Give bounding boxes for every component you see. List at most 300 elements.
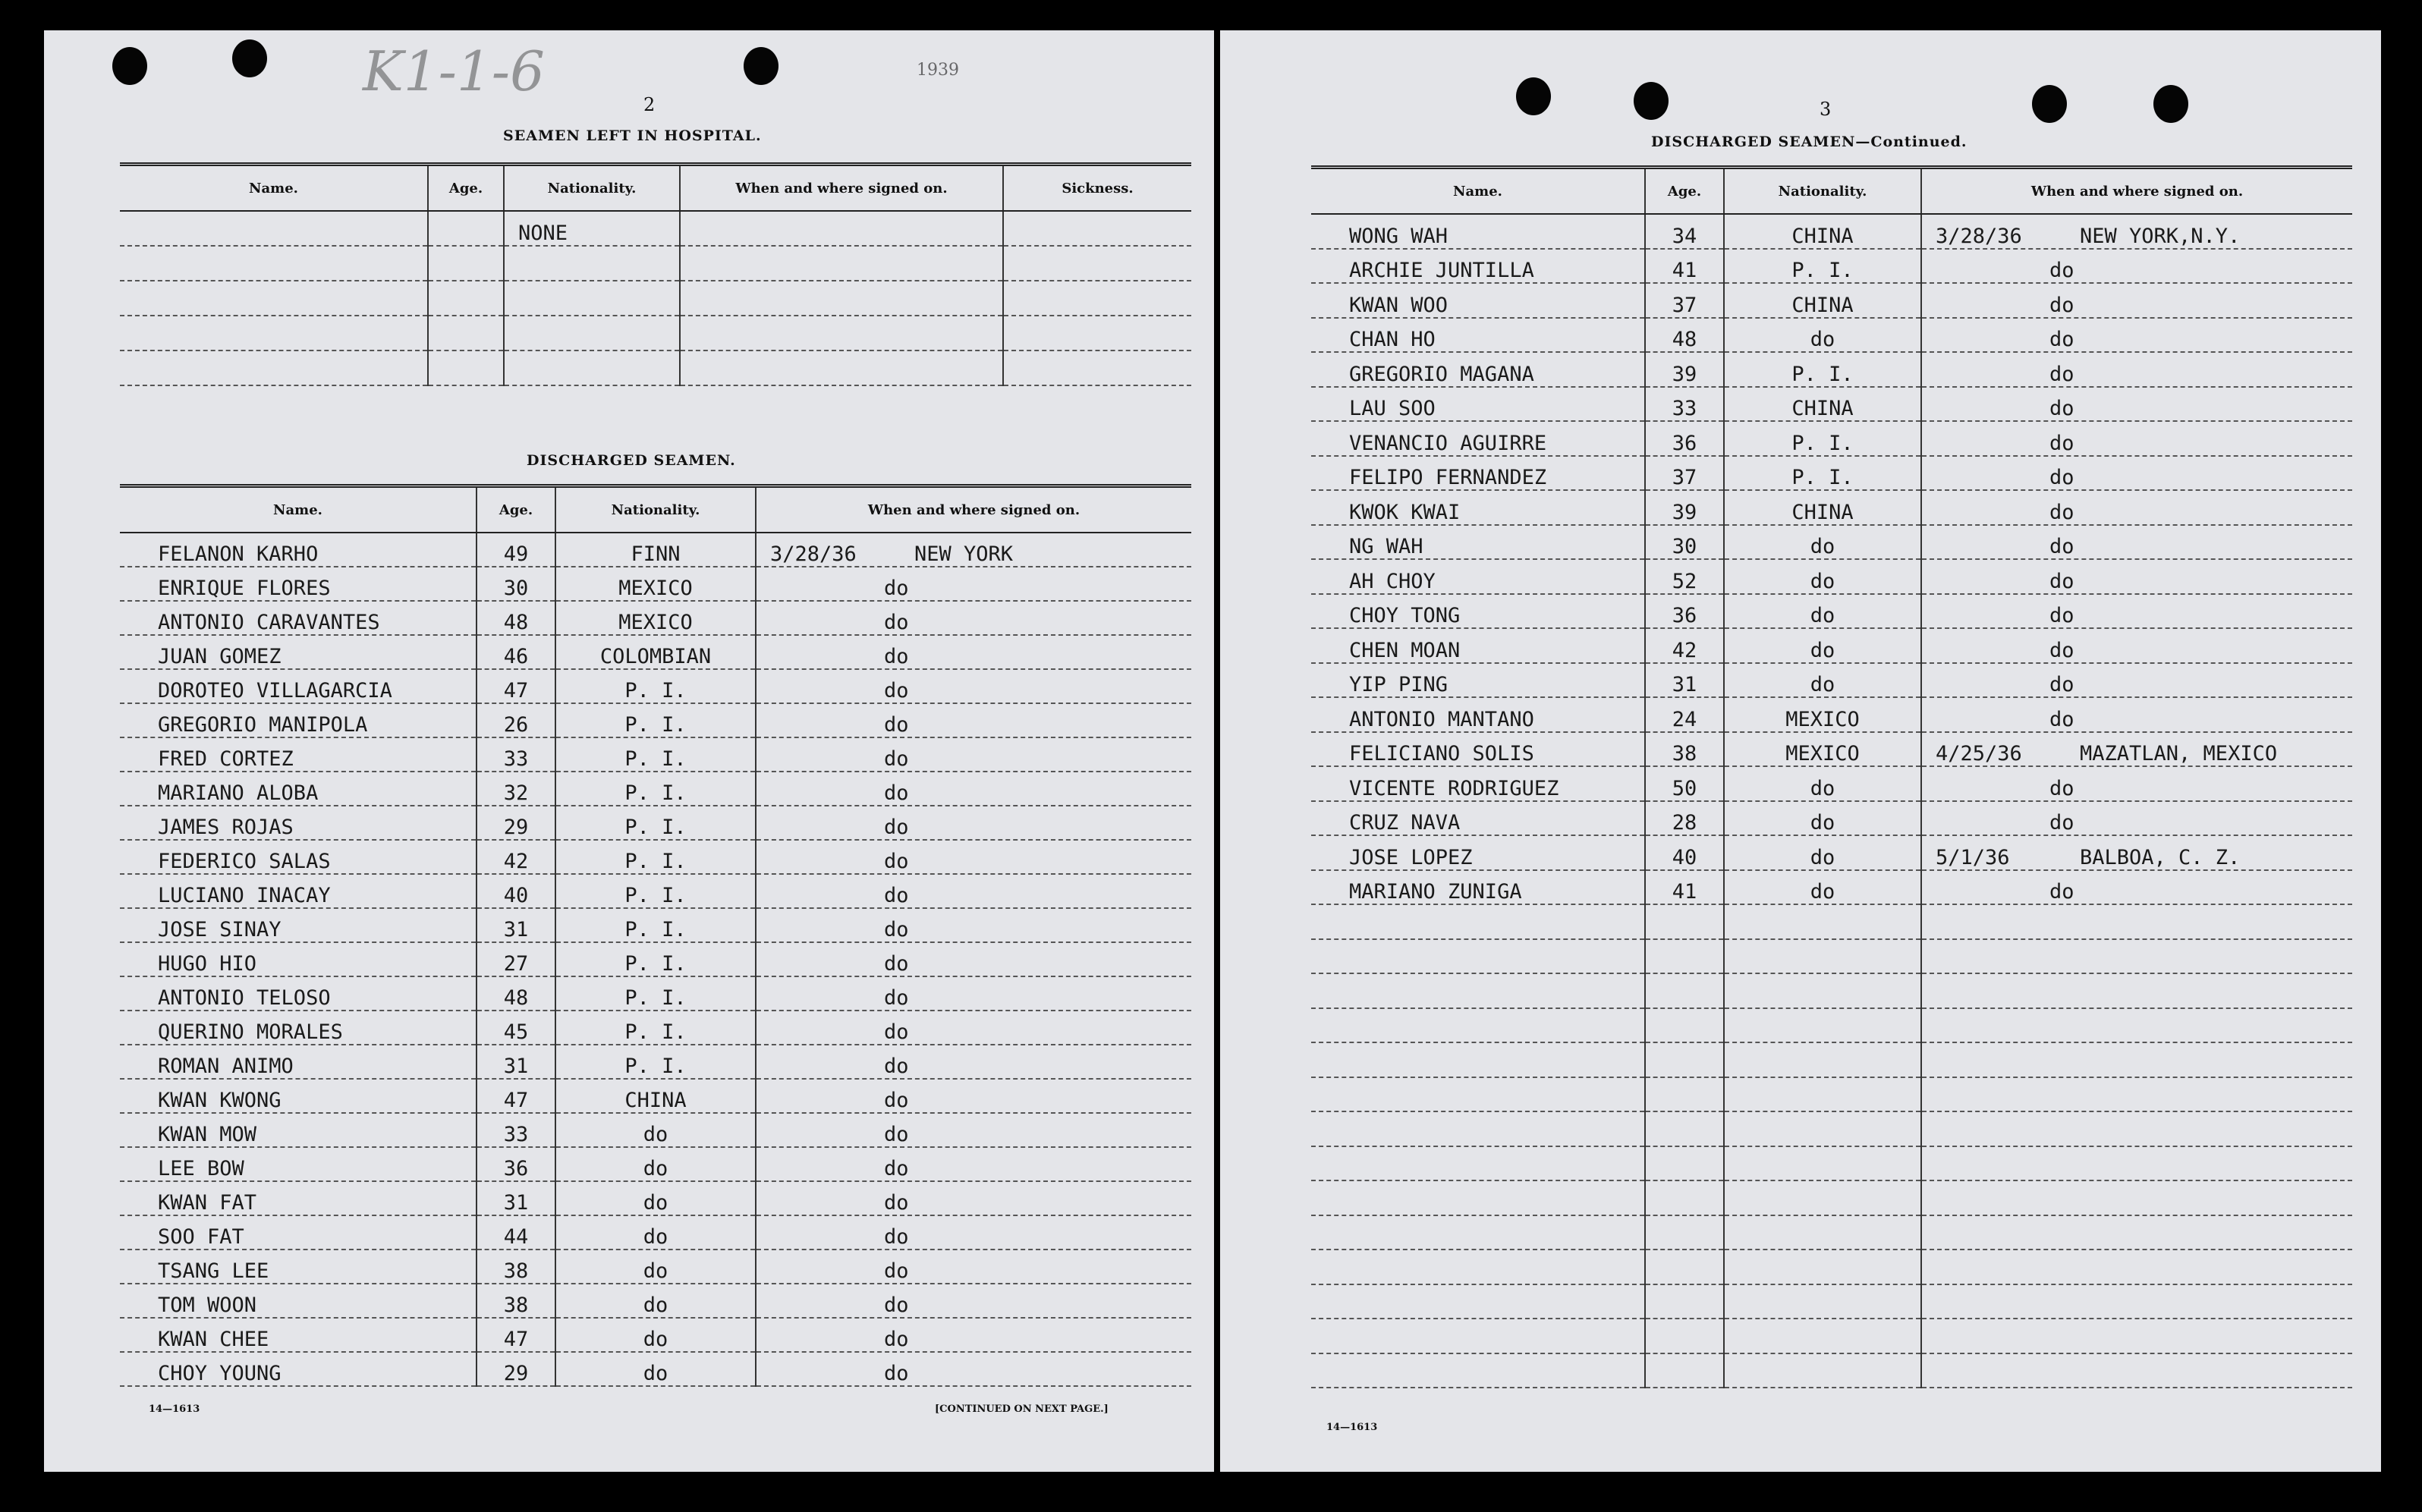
seaman-name: FELANON KARHO	[120, 533, 477, 567]
hospital-heading: SEAMEN LEFT IN HOSPITAL.	[503, 127, 762, 144]
table-row	[120, 737, 1191, 772]
seaman-nationality: P. I.	[555, 669, 756, 703]
seaman-name: QUERINO MORALES	[120, 1011, 477, 1045]
signed-on-place: do	[884, 884, 909, 907]
seaman-age	[1645, 939, 1724, 974]
seaman-nationality	[1724, 1146, 1921, 1181]
seaman-age: 47	[477, 1079, 555, 1113]
seaman-age: 36	[477, 1147, 555, 1181]
seaman-age	[1645, 1111, 1724, 1146]
seaman-nationality: P. I.	[555, 772, 756, 806]
page-number: 2	[643, 94, 656, 115]
seaman-name	[1311, 1111, 1645, 1146]
seaman-name: ENRIQUE FLORES	[120, 567, 477, 601]
seaman-nationality: do	[555, 1284, 756, 1318]
form-number: 14—1613	[149, 1404, 200, 1415]
seaman-age: 42	[477, 840, 555, 874]
signed-on-place: do	[2049, 259, 2074, 282]
table-row	[1311, 904, 2352, 939]
signed-on-place: do	[2049, 638, 2074, 662]
seaman-nationality: P. I.	[555, 1011, 756, 1045]
signed-on	[1921, 1008, 2352, 1043]
seaman-nationality	[1724, 1353, 1921, 1388]
signed-on	[1921, 1146, 2352, 1181]
table-row	[120, 211, 1191, 246]
signed-on	[1921, 1319, 2352, 1353]
signed-on-place: do	[2049, 569, 2074, 593]
seaman-name: AH CHOY	[1311, 559, 1645, 594]
seaman-name: KWAN CHEE	[120, 1318, 477, 1352]
table-row	[1311, 456, 2352, 491]
seaman-name: LEE BOW	[120, 1147, 477, 1181]
column-header-name: Name.	[1311, 168, 1645, 215]
signed-on	[756, 874, 1191, 908]
table-row	[1311, 318, 2352, 353]
column-header-age: Age.	[477, 486, 555, 533]
seaman-name: KWOK KWAI	[1311, 490, 1645, 525]
seaman-name: ANTONIO CARAVANTES	[120, 601, 477, 635]
signed-on-place: do	[884, 918, 909, 941]
seaman-name: CHAN HO	[1311, 318, 1645, 353]
signed-on-place: do	[2049, 811, 2074, 835]
table-row	[1311, 1250, 2352, 1284]
seaman-name	[1311, 904, 1645, 939]
seaman-age: 31	[477, 1181, 555, 1215]
table-row	[1311, 697, 2352, 732]
table-row	[1311, 352, 2352, 387]
signed-on	[1921, 490, 2352, 525]
signed-on	[1921, 1077, 2352, 1112]
seaman-nationality: CHINA	[1724, 214, 1921, 249]
seaman-age	[1645, 1215, 1724, 1250]
discharged-table	[120, 484, 1191, 1387]
seaman-name: ROMAN ANIMO	[120, 1045, 477, 1079]
left-page	[44, 30, 1214, 1472]
signed-on-place: do	[884, 1259, 909, 1283]
seaman-age: 38	[477, 1284, 555, 1318]
signed-on	[1921, 1353, 2352, 1388]
signed-on	[1921, 939, 2352, 974]
signed-on-date: 5/1/36	[1936, 845, 2010, 869]
signed-on-place: do	[884, 1089, 909, 1112]
signed-on	[756, 840, 1191, 874]
seaman-age: 33	[477, 1113, 555, 1147]
signed-on-place: do	[2049, 776, 2074, 800]
seaman-name: VICENTE RODRIGUEZ	[1311, 766, 1645, 801]
signed-on-place: do	[884, 1157, 909, 1180]
table-row	[120, 908, 1191, 942]
seaman-name	[1311, 1319, 1645, 1353]
table-row	[1311, 387, 2352, 422]
signed-on-place: do	[884, 986, 909, 1010]
seaman-nationality: COLOMBIAN	[555, 635, 756, 669]
signed-on	[756, 567, 1191, 601]
seaman-name: JOSE LOPEZ	[1311, 835, 1645, 870]
table-row	[120, 1250, 1191, 1284]
signed-on-place: do	[2049, 397, 2074, 420]
table-row	[120, 635, 1191, 669]
seaman-nationality: do	[1724, 870, 1921, 905]
table-row	[120, 1045, 1191, 1079]
seaman-nationality: MEXICO	[1724, 732, 1921, 767]
seaman-age: 40	[1645, 835, 1724, 870]
table-row	[120, 942, 1191, 976]
table-row	[120, 703, 1191, 737]
seaman-nationality: CHINA	[1724, 387, 1921, 422]
column-header-age: Age.	[1645, 168, 1724, 215]
seaman-name: KWAN FAT	[120, 1181, 477, 1215]
signed-on-place: do	[2049, 328, 2074, 351]
signed-on-place: MAZATLAN, MEXICO	[2080, 742, 2278, 765]
signed-on-place: NEW YORK,N.Y.	[2080, 224, 2241, 248]
seaman-age: 46	[477, 635, 555, 669]
signed-on	[1921, 663, 2352, 698]
punch-hole	[744, 47, 778, 85]
seaman-name: KWAN MOW	[120, 1113, 477, 1147]
signed-on	[756, 1284, 1191, 1318]
seaman-name	[1311, 973, 1645, 1008]
seaman-nationality	[1724, 1180, 1921, 1215]
seaman-name: FELIPO FERNANDEZ	[1311, 456, 1645, 491]
page-number: 3	[1820, 99, 1832, 120]
table-row	[120, 840, 1191, 874]
seaman-name: VENANCIO AGUIRRE	[1311, 421, 1645, 456]
table-row	[1311, 594, 2352, 629]
column-header-signed-on: When and where signed on.	[1921, 168, 2352, 215]
signed-on	[1921, 352, 2352, 387]
table-row	[120, 1113, 1191, 1147]
signed-on-place: do	[2049, 293, 2074, 317]
signed-on-place: do	[2049, 673, 2074, 696]
signed-on	[1921, 870, 2352, 905]
signed-on	[1921, 628, 2352, 663]
signed-on	[1921, 249, 2352, 284]
table-row	[120, 1011, 1191, 1045]
signed-on	[756, 942, 1191, 976]
seaman-age: 39	[1645, 490, 1724, 525]
punch-hole	[112, 47, 147, 85]
seaman-age: 33	[1645, 387, 1724, 422]
seaman-age: 24	[1645, 697, 1724, 732]
signed-on	[1921, 594, 2352, 629]
seaman-name: SOO FAT	[120, 1215, 477, 1250]
table-row	[120, 806, 1191, 840]
signed-on-place: do	[884, 781, 909, 805]
signed-on	[1921, 318, 2352, 353]
seaman-age: 37	[1645, 283, 1724, 318]
seaman-nationality: P. I.	[555, 703, 756, 737]
table-row	[120, 601, 1191, 635]
seaman-age: 47	[477, 669, 555, 703]
signed-on-place: do	[2049, 604, 2074, 627]
discharged-continued-table	[1311, 165, 2352, 1388]
table-row	[1311, 283, 2352, 318]
seaman-age	[1645, 1284, 1724, 1319]
signed-on-place: do	[884, 952, 909, 976]
seaman-name: TSANG LEE	[120, 1250, 477, 1284]
seaman-age: 47	[477, 1318, 555, 1352]
seaman-nationality: P. I.	[555, 942, 756, 976]
seaman-name: CRUZ NAVA	[1311, 801, 1645, 836]
table-row	[1311, 525, 2352, 560]
column-header-signed-on: When and where signed on.	[680, 165, 1003, 212]
seaman-nationality	[1724, 939, 1921, 974]
signed-on-place: do	[884, 713, 909, 737]
seaman-nationality	[1724, 904, 1921, 939]
signed-on-date: 3/28/36	[1936, 224, 2022, 248]
table-row	[120, 1352, 1191, 1386]
signed-on	[1921, 1215, 2352, 1250]
seaman-name: KWAN KWONG	[120, 1079, 477, 1113]
seaman-age: 38	[1645, 732, 1724, 767]
seaman-age: 41	[1645, 870, 1724, 905]
seaman-age: 26	[477, 703, 555, 737]
seaman-name: GREGORIO MANIPOLA	[120, 703, 477, 737]
table-row	[1311, 559, 2352, 594]
signed-on-place: do	[884, 1020, 909, 1044]
table-row	[120, 1318, 1191, 1352]
seaman-age	[1645, 1077, 1724, 1112]
column-header-name: Name.	[120, 486, 477, 533]
hospital-table	[120, 162, 1191, 386]
table-row	[1311, 421, 2352, 456]
signed-on-date: 4/25/36	[1936, 742, 2022, 765]
seaman-name: LAU SOO	[1311, 387, 1645, 422]
seaman-age: 31	[1645, 663, 1724, 698]
seaman-name	[1311, 1250, 1645, 1284]
table-row	[120, 669, 1191, 703]
seaman-nationality: do	[555, 1352, 756, 1386]
seaman-age: 52	[1645, 559, 1724, 594]
seaman-name	[1311, 1284, 1645, 1319]
seaman-name: JAMES ROJAS	[120, 806, 477, 840]
seaman-name: JOSE SINAY	[120, 908, 477, 942]
signed-on	[756, 1250, 1191, 1284]
signed-on-place: do	[884, 1294, 909, 1317]
punch-hole	[2032, 85, 2067, 123]
seaman-age: 36	[1645, 594, 1724, 629]
signed-on-date: 3/28/36	[770, 542, 857, 566]
table-row	[1311, 1111, 2352, 1146]
discharged-heading: DISCHARGED SEAMEN.	[527, 452, 736, 469]
seaman-name: ARCHIE JUNTILLA	[1311, 249, 1645, 284]
signed-on-place: do	[884, 816, 909, 839]
seaman-nationality: do	[1724, 318, 1921, 353]
seaman-nationality: P. I.	[1724, 352, 1921, 387]
signed-on	[756, 1215, 1191, 1250]
signed-on-place: do	[2049, 535, 2074, 558]
continued-note: [CONTINUED ON NEXT PAGE.]	[935, 1404, 1109, 1415]
signed-on-place: do	[2049, 362, 2074, 386]
seaman-nationality: do	[555, 1215, 756, 1250]
signed-on	[756, 1352, 1191, 1386]
table-row	[1311, 1008, 2352, 1043]
discharged-continued-rows	[1311, 214, 2352, 1388]
seaman-age: 29	[477, 806, 555, 840]
seaman-nationality	[1724, 1077, 1921, 1112]
table-row	[1311, 628, 2352, 663]
seaman-nationality: P. I.	[555, 806, 756, 840]
signed-on-place: do	[2049, 466, 2074, 489]
signed-on	[756, 908, 1191, 942]
seaman-age	[1645, 1008, 1724, 1043]
seaman-nationality	[1724, 1284, 1921, 1319]
seaman-nationality: do	[1724, 663, 1921, 698]
seaman-age: 39	[1645, 352, 1724, 387]
seaman-age: 33	[477, 737, 555, 772]
signed-on-place: do	[884, 611, 909, 634]
seaman-name: FEDERICO SALAS	[120, 840, 477, 874]
signed-on-place: do	[884, 1328, 909, 1351]
table-row	[120, 533, 1191, 567]
signed-on	[756, 601, 1191, 635]
signed-on	[1921, 525, 2352, 560]
seaman-nationality	[1724, 1215, 1921, 1250]
table-row	[1311, 870, 2352, 905]
seaman-name: NG WAH	[1311, 525, 1645, 560]
table-row	[120, 350, 1191, 385]
column-header-nationality: Nationality.	[504, 165, 680, 212]
seaman-nationality: MEXICO	[555, 601, 756, 635]
table-row	[120, 1147, 1191, 1181]
seaman-nationality	[1724, 1008, 1921, 1043]
seaman-name: CHEN MOAN	[1311, 628, 1645, 663]
signed-on-place: do	[884, 645, 909, 668]
signed-on	[756, 976, 1191, 1011]
seaman-nationality: P. I.	[1724, 421, 1921, 456]
seaman-age	[1645, 1146, 1724, 1181]
signed-on-place: do	[2049, 880, 2074, 904]
signed-on	[1921, 214, 2352, 249]
signed-on	[756, 703, 1191, 737]
seaman-age: 30	[1645, 525, 1724, 560]
signed-on	[756, 1318, 1191, 1352]
signed-on	[756, 772, 1191, 806]
seaman-nationality	[1724, 1319, 1921, 1353]
signed-on	[1921, 1180, 2352, 1215]
seaman-nationality	[1724, 1111, 1921, 1146]
seaman-nationality: do	[555, 1181, 756, 1215]
table-row	[120, 772, 1191, 806]
seaman-age: 30	[477, 567, 555, 601]
seaman-age: 32	[477, 772, 555, 806]
table-row	[1311, 1077, 2352, 1112]
signed-on-place: do	[884, 679, 909, 703]
seaman-age	[1645, 1319, 1724, 1353]
seaman-name: GREGORIO MAGANA	[1311, 352, 1645, 387]
table-row	[1311, 732, 2352, 767]
column-header-nationality: Nationality.	[1724, 168, 1921, 215]
seaman-name: TOM WOON	[120, 1284, 477, 1318]
seaman-name: HUGO HIO	[120, 942, 477, 976]
signed-on	[1921, 387, 2352, 422]
signed-on	[756, 806, 1191, 840]
hospital-none-entry: NONE	[504, 211, 680, 246]
seaman-age: 36	[1645, 421, 1724, 456]
table-row	[1311, 1215, 2352, 1250]
signed-on	[1921, 697, 2352, 732]
signed-on-place: do	[884, 1055, 909, 1078]
seaman-age	[1645, 1353, 1724, 1388]
signed-on-place: NEW YORK	[914, 542, 1014, 566]
seaman-name: FELICIANO SOLIS	[1311, 732, 1645, 767]
seaman-name: CHOY TONG	[1311, 594, 1645, 629]
seaman-age: 48	[477, 976, 555, 1011]
table-row	[120, 1181, 1191, 1215]
seaman-age: 27	[477, 942, 555, 976]
signed-on	[1921, 801, 2352, 836]
signed-on-place: do	[2049, 431, 2074, 455]
seaman-nationality: P. I.	[555, 840, 756, 874]
signed-on-place: do	[884, 1123, 909, 1146]
signed-on	[756, 1079, 1191, 1113]
signed-on	[756, 737, 1191, 772]
seaman-age: 42	[1645, 628, 1724, 663]
seaman-age: 48	[1645, 318, 1724, 353]
table-row	[1311, 1146, 2352, 1181]
seaman-nationality: do	[1724, 559, 1921, 594]
discharged-rows	[120, 533, 1191, 1386]
signed-on	[756, 635, 1191, 669]
seaman-age: 29	[477, 1352, 555, 1386]
column-header-age: Age.	[428, 165, 504, 212]
seaman-nationality: P. I.	[555, 908, 756, 942]
seaman-nationality: P. I.	[555, 874, 756, 908]
seaman-name: KWAN WOO	[1311, 283, 1645, 318]
seaman-age: 31	[477, 1045, 555, 1079]
handwritten-file-number: K1-1-6	[363, 39, 545, 103]
column-header-nationality: Nationality.	[555, 486, 756, 533]
punch-hole	[1634, 82, 1669, 120]
seaman-age: 41	[1645, 249, 1724, 284]
seaman-age: 40	[477, 874, 555, 908]
column-header-sickness: Sickness.	[1003, 165, 1191, 212]
signed-on-place: do	[2049, 500, 2074, 524]
signed-on	[756, 1147, 1191, 1181]
table-row	[1311, 1319, 2352, 1353]
seaman-age: 37	[1645, 456, 1724, 491]
seaman-nationality: MEXICO	[555, 567, 756, 601]
signed-on	[756, 1113, 1191, 1147]
seaman-nationality: do	[1724, 801, 1921, 836]
seaman-nationality: MEXICO	[1724, 697, 1921, 732]
table-row	[1311, 663, 2352, 698]
seaman-nationality: P. I.	[555, 976, 756, 1011]
seaman-name: MARIANO ZUNIGA	[1311, 870, 1645, 905]
table-row	[120, 1079, 1191, 1113]
seaman-name: CHOY YOUNG	[120, 1352, 477, 1386]
seaman-name	[1311, 939, 1645, 974]
seaman-age: 28	[1645, 801, 1724, 836]
seaman-nationality	[1724, 1042, 1921, 1077]
signed-on	[1921, 973, 2352, 1008]
seaman-age	[1645, 973, 1724, 1008]
seaman-name	[1311, 1008, 1645, 1043]
seaman-name	[1311, 1146, 1645, 1181]
column-header-signed-on: When and where signed on.	[756, 486, 1191, 533]
signed-on	[1921, 766, 2352, 801]
seaman-name: LUCIANO INACAY	[120, 874, 477, 908]
table-row	[120, 567, 1191, 601]
table-row	[1311, 801, 2352, 836]
seaman-nationality: P. I.	[1724, 456, 1921, 491]
seaman-nationality: do	[1724, 628, 1921, 663]
seaman-name: WONG WAH	[1311, 214, 1645, 249]
seaman-age: 38	[477, 1250, 555, 1284]
signed-on	[1921, 732, 2352, 767]
seaman-nationality: do	[555, 1113, 756, 1147]
seaman-nationality	[1724, 1250, 1921, 1284]
